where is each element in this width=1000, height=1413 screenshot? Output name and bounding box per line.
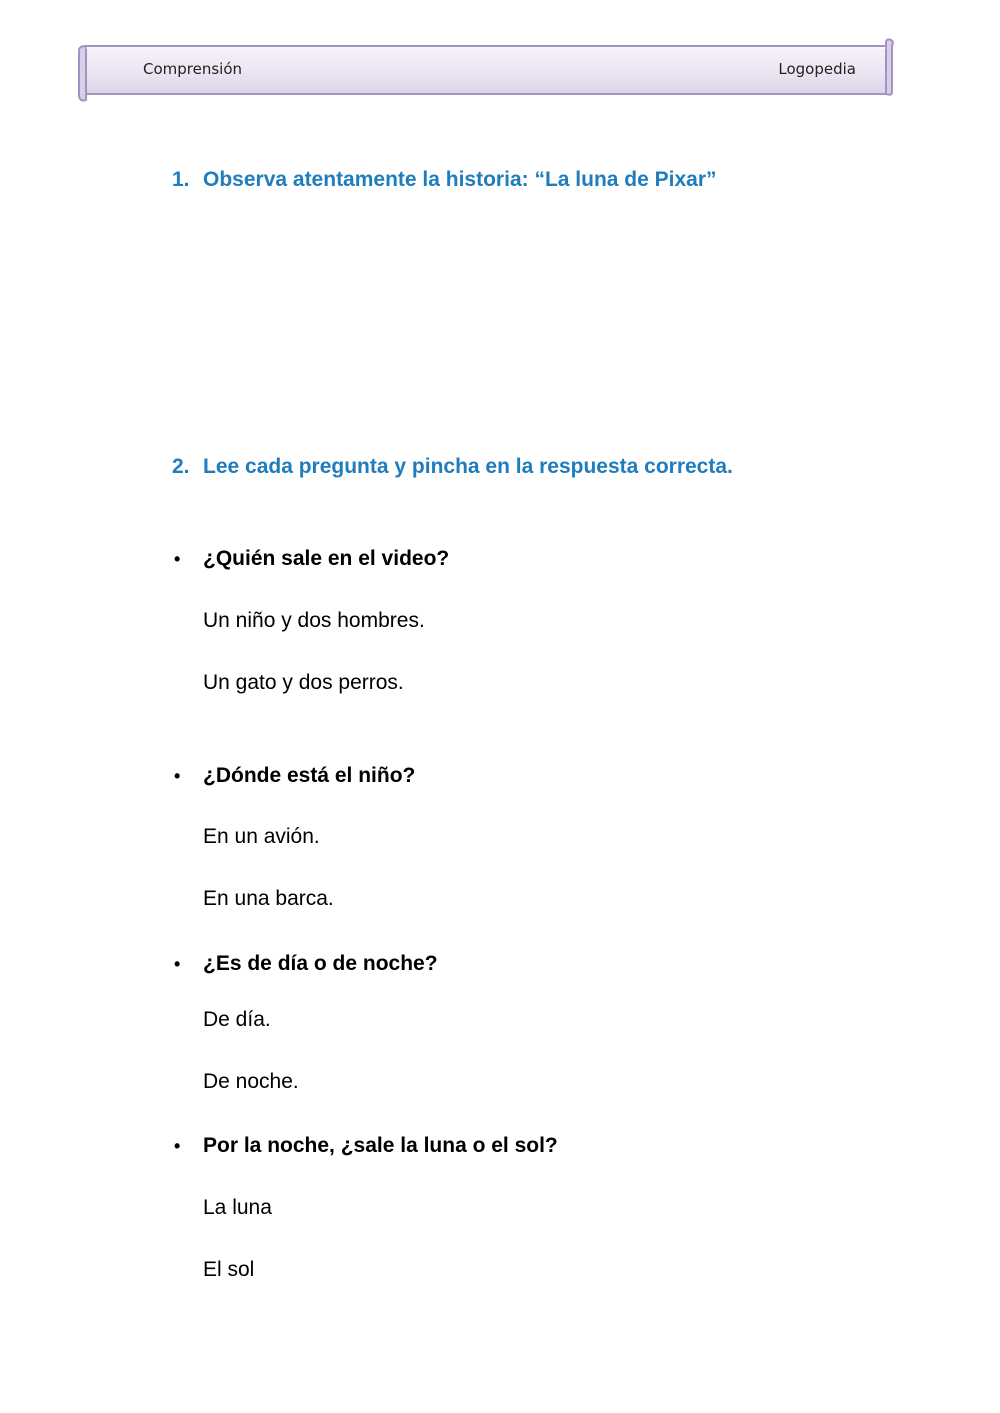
question-text: ¿Es de día o de noche? xyxy=(203,952,438,975)
header-right-label: Logopedia xyxy=(778,60,856,78)
question-text: ¿Quién sale en el video? xyxy=(203,547,450,570)
answer-option[interactable]: En un avión. xyxy=(203,825,320,848)
bullet-icon: • xyxy=(174,766,181,786)
bullet-icon: • xyxy=(174,549,181,569)
question-4 xyxy=(172,1134,558,1158)
section-number: 2. xyxy=(172,455,190,478)
answer-option[interactable]: De noche. xyxy=(203,1070,299,1093)
section-number: 1. xyxy=(172,168,190,191)
question-text: ¿Dónde está el niño? xyxy=(203,764,416,787)
answer-option[interactable]: El sol xyxy=(203,1258,255,1281)
answer-option[interactable]: De día. xyxy=(203,1008,271,1031)
answer-option[interactable]: La luna xyxy=(203,1196,272,1219)
bullet-icon: • xyxy=(174,954,181,974)
bullet-icon: • xyxy=(174,1136,181,1156)
answer-option[interactable]: Un gato y dos perros. xyxy=(203,671,404,694)
section-title: Observa atentamente la historia: “La luna de Pixar” xyxy=(203,168,717,191)
question-3 xyxy=(172,952,438,976)
question-text: Por la noche, ¿sale la luna o el sol? xyxy=(203,1134,558,1157)
question-1 xyxy=(172,547,449,571)
header-banner xyxy=(78,38,894,102)
header-left-label: Comprensión xyxy=(143,60,243,78)
question-2 xyxy=(172,764,415,788)
section-title: Lee cada pregunta y pincha en la respuesta correcta. xyxy=(203,455,733,478)
answer-option[interactable]: En una barca. xyxy=(203,887,334,910)
answer-option[interactable]: Un niño y dos hombres. xyxy=(203,609,425,632)
section-1-heading xyxy=(172,168,717,192)
section-2-heading xyxy=(172,455,733,479)
